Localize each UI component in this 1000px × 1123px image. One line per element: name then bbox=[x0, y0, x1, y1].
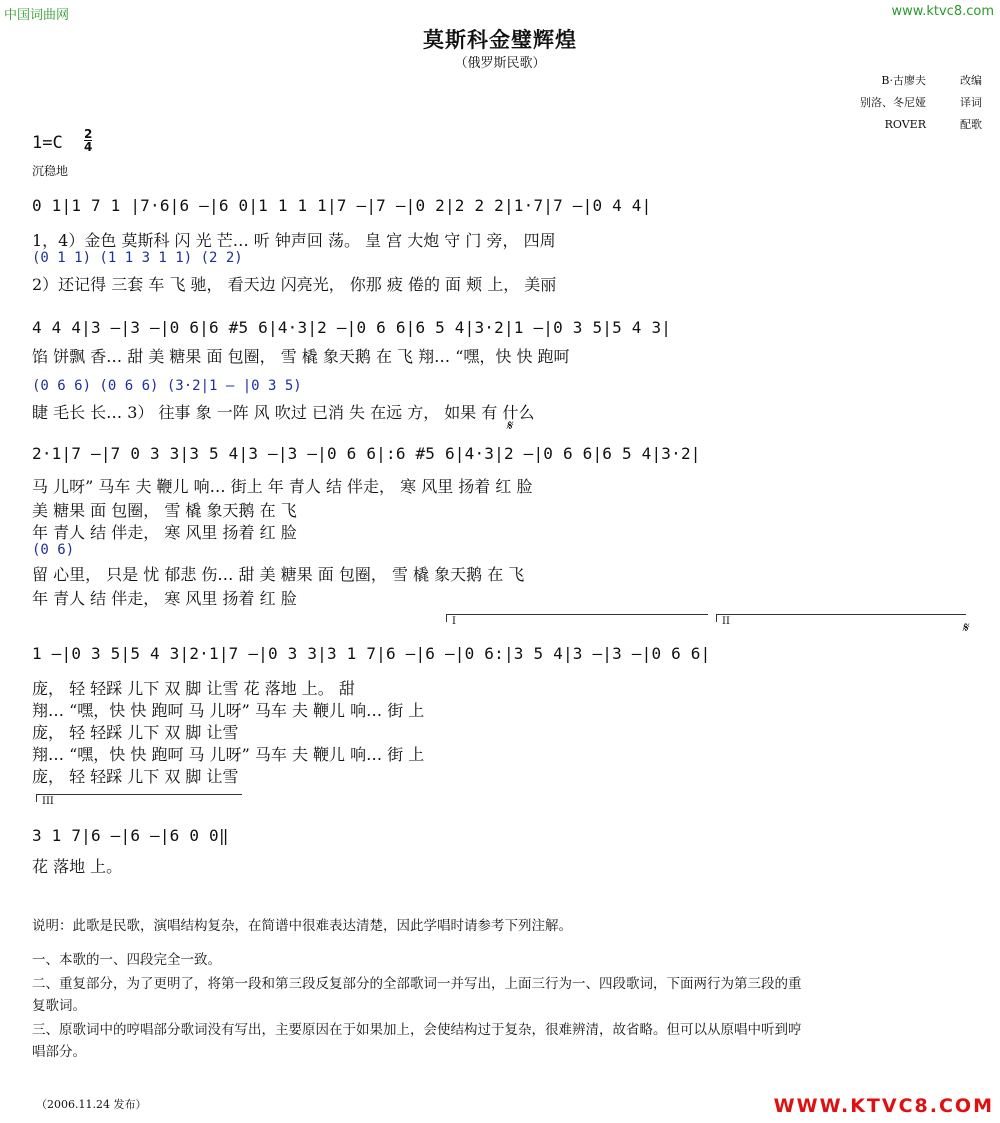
volta-label-2: II bbox=[722, 616, 730, 627]
tempo-marking: 沉稳地 bbox=[32, 164, 69, 178]
note-item: 唱部分。 bbox=[32, 1044, 86, 1060]
notation-line-5: 3 1 7|6 —|6 —|6 0 0‖ bbox=[32, 826, 229, 845]
hum-line: (0 1 1) (1 1 3 1 1) (2 2) bbox=[32, 250, 243, 266]
notation-line-4: 1 —|0 3 5|5 4 3|2·1|7 —|0 3 3|3 1 7|6 —|6 —|0 6:|3 5 4|3 —|3 —|0 6 6| bbox=[32, 644, 711, 663]
credit-arranger bbox=[881, 72, 982, 88]
publish-date: （2006.11.24 发布） bbox=[36, 1098, 147, 1111]
credit-role: 改编 bbox=[960, 74, 982, 87]
segno-mark: 𝄋 bbox=[506, 418, 513, 434]
site-logo-left[interactable]: 中国词曲网 bbox=[4, 8, 70, 23]
note-item: 三、原歌词中的哼唱部分歌词没有写出，主要原因在于如果加上，会使结构过于复杂，很难辨清，故省略。但可以从原唱中听到哼 bbox=[32, 1022, 802, 1038]
lyric-line: 庞， 轻 轻踩 儿下 双 脚 让雪 bbox=[32, 767, 239, 786]
lyric-line: 花 落地 上。 bbox=[32, 857, 123, 876]
song-title: 莫斯科金璧辉煌 bbox=[423, 27, 577, 52]
key-signature: 1=C bbox=[32, 133, 63, 153]
notation-line-2: 4 4 4|3 —|3 —|0 6|6 #5 6|4·3|2 —|0 6 6|6 5 4|3·2|1 —|0 3 5|5 4 3| bbox=[32, 318, 672, 337]
meter-bottom: 4 bbox=[84, 140, 93, 154]
meter-top: 2 bbox=[84, 127, 93, 141]
notation-line-3: 2·1|7 —|7 0 3 3|3 5 4|3 —|3 —|0 6 6|:6 #5 6|4·3|2 —|0 6 6|6 5 4|3·2| bbox=[32, 444, 701, 463]
volta-bracket-1 bbox=[446, 614, 708, 615]
lyric-line: 年 青人 结 伴走， 寒 风里 扬着 红 脸 bbox=[32, 589, 297, 608]
lyric-line: 馅 饼飘 香… 甜 美 糖果 面 包圈， 雪 橇 象天鹅 在 飞 翔… “嘿，快 快 跑呵 bbox=[32, 347, 570, 366]
segno-mark: 𝄋 bbox=[962, 620, 969, 636]
lyric-line: 庞， 轻 轻踩 儿下 双 脚 让雪 bbox=[32, 723, 239, 742]
note-item: 二、重复部分，为了更明了，将第一段和第三段反复部分的全部歌词一并写出，上面三行为一、四段歌词，下面两行为第三段的重 bbox=[32, 976, 802, 992]
credit-name: B·古廖夫 bbox=[881, 74, 926, 87]
note-item: 复歌词。 bbox=[32, 998, 86, 1014]
lyric-line: 睫 毛长 长… 3） 往事 象 一阵 风 吹过 已消 失 在远 方， 如果 有 什么 bbox=[32, 403, 535, 422]
lyric-line: 1，4）金色 莫斯科 闪 光 芒… 听 钟声回 荡。 皇 宫 大炮 守 门 旁， 四周 bbox=[32, 231, 556, 250]
lyric-line: 翔… “嘿，快 快 跑呵 马 儿呀” 马车 夫 鞭儿 响… 街 上 bbox=[32, 701, 425, 720]
volta-bracket-3 bbox=[36, 794, 242, 795]
lyric-line: 翔… “嘿，快 快 跑呵 马 儿呀” 马车 夫 鞭儿 响… 街 上 bbox=[32, 745, 425, 764]
credit-role: 配歌 bbox=[960, 118, 982, 131]
credit-lyricist bbox=[885, 116, 982, 132]
credit-translator bbox=[860, 94, 982, 110]
time-signature bbox=[84, 128, 92, 153]
lyric-line: 年 青人 结 伴走， 寒 风里 扬着 红 脸 bbox=[32, 523, 297, 542]
lyric-line: 2）还记得 三套 车 飞 驰， 看天边 闪亮光， 你那 疲 倦的 面 颊 上， 美丽 bbox=[32, 275, 557, 294]
credit-role: 译词 bbox=[960, 96, 982, 109]
note-item: 一、本歌的一、四段完全一致。 bbox=[32, 952, 221, 968]
lyric-line: 美 糖果 面 包圈， 雪 橇 象天鹅 在 飞 bbox=[32, 501, 297, 520]
brand-watermark[interactable]: WWW.KTVC8.COM bbox=[773, 1095, 994, 1117]
lyric-line: 马 儿呀” 马车 夫 鞭儿 响… 街上 年 青人 结 伴走， 寒 风里 扬着 红 脸 bbox=[32, 477, 533, 496]
volta-label-1: I bbox=[452, 616, 456, 627]
notation-line-1: 0 1|1 7 1 |7·6|6 —|6 0|1 1 1 1|7 —|7 —|0 2|2 2 2|1·7|7 —|0 4 4| bbox=[32, 196, 652, 215]
lyric-line: 庞， 轻 轻踩 儿下 双 脚 让雪 花 落地 上。 甜 bbox=[32, 679, 355, 698]
volta-tick bbox=[446, 614, 447, 622]
site-logo-right[interactable]: www.ktvc8.com bbox=[891, 4, 994, 19]
volta-tick bbox=[36, 794, 37, 802]
volta-tick bbox=[716, 614, 717, 622]
hum-line: (0 6) bbox=[32, 542, 75, 558]
hum-line: (0 6 6) (0 6 6) (3·2|1 — |0 3 5) bbox=[32, 378, 302, 394]
credit-name: 别洛、冬尼娅 bbox=[860, 96, 926, 109]
song-subtitle: （俄罗斯民歌） bbox=[454, 56, 546, 71]
volta-label-3: III bbox=[42, 796, 54, 807]
notes-intro: 说明：此歌是民歌，演唱结构复杂，在简谱中很难表达清楚，因此学唱时请参考下列注解。 bbox=[32, 918, 572, 934]
lyric-line: 留 心里， 只是 忧 郁悲 伤… 甜 美 糖果 面 包圈， 雪 橇 象天鹅 在 飞 bbox=[32, 565, 525, 584]
credit-name: ROVER bbox=[884, 118, 926, 131]
volta-bracket-2 bbox=[716, 614, 966, 615]
